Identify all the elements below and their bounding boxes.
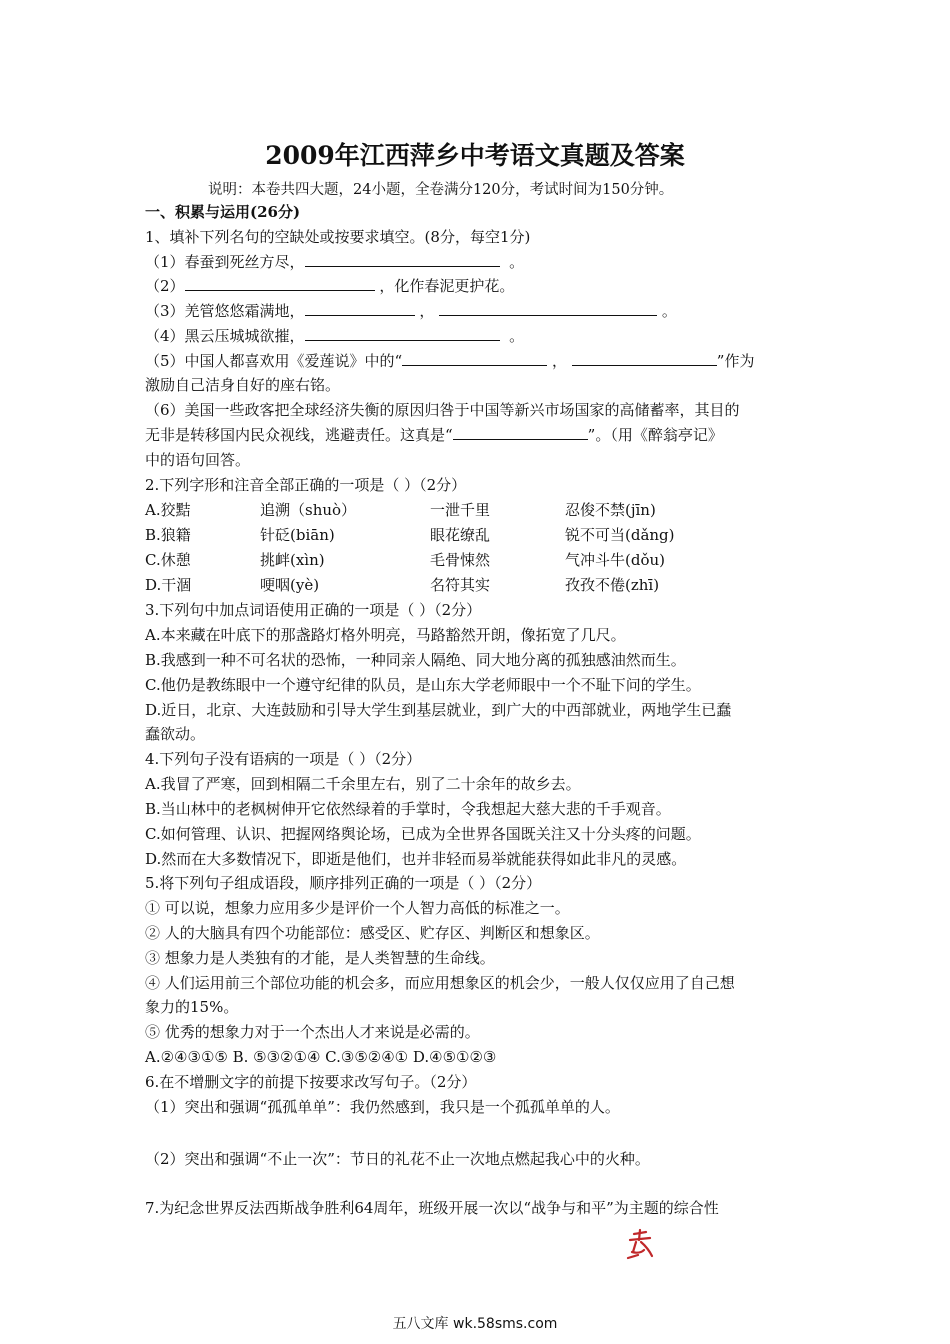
q5-sentence-4: ④ 人们运用前三个部位功能的机会多，而应用想象区的机会少，一般人仅仅应用了自己想 xyxy=(145,974,735,992)
q3-option-b: B.我感到一种不可名状的恐怖，一种同亲人隔绝、同大地分离的孤独感油然而生。 xyxy=(145,651,686,669)
q1-item-6-end: 中的语句回答。 xyxy=(145,451,251,469)
footer-watermark: 五八文库 wk.58sms.com xyxy=(392,1316,558,1332)
q5-stem: 5.将下列句子组成语段，顺序排列正确的一项是（ ）（2分） xyxy=(145,874,542,892)
red-seal-icon xyxy=(620,1228,660,1260)
q3-option-a: A.本来藏在叶底下的那盏路灯格外明亮，马路豁然开朗，像拓宽了几尺。 xyxy=(145,626,626,644)
q1-item-5-cont: 激励自己洁身自好的座右铭。 xyxy=(145,376,341,394)
q3-option-d: D.近日，北京、大连鼓励和引导大学生到基层就业，到广大的中西部就业，两地学生已蠢 xyxy=(145,701,732,719)
q2-option-d-word2: 哽咽(yè) xyxy=(260,576,320,594)
exam-instructions: 说明：本卷共四大题，24小题，全卷满分120分，考试时间为150分钟。 xyxy=(208,182,674,198)
q1-item-6: （6）美国一些政客把全球经济失衡的原因归咎于中国等新兴市场国家的高储蓄率，其目的 xyxy=(145,401,740,419)
q3-option-d-cont: 蠢欲动。 xyxy=(145,725,206,743)
q4-stem: 4.下列句子没有语病的一项是（ ）（2分） xyxy=(145,750,422,768)
q4-option-b: B.当山林中的老枫树伸开它依然绿着的手掌时，令我想起大慈大悲的千手观音。 xyxy=(145,800,671,818)
q2-option-d-word3: 名符其实 xyxy=(430,576,491,594)
answer-blank[interactable] xyxy=(439,300,657,316)
q7-stem: 7.为纪念世界反法西斯战争胜利64周年，班级开展一次以“战争与和平”为主题的综合性 xyxy=(145,1199,719,1217)
answer-blank[interactable] xyxy=(305,251,500,267)
q2-option-c-word3: 毛骨悚然 xyxy=(430,551,491,569)
q4-option-d: D.然而在大多数情况下，即逝是他们，也并非轻而易举就能获得如此非凡的灵感。 xyxy=(145,850,687,868)
q5-options: A.②④③①⑤ B. ⑤③②①④ C.③⑤②④① D.④⑤①②③ xyxy=(145,1048,497,1066)
q1-item-5: （5）中国人都喜欢用《爱莲说》中的“ ， ”作为 xyxy=(145,352,755,370)
q2-option-d-word4: 孜孜不倦(zhī) xyxy=(565,576,660,594)
answer-blank[interactable] xyxy=(305,325,500,341)
q1-item-1: （1）春蚕到死丝方尽， 。 xyxy=(145,253,525,271)
q2-stem: 2.下列字形和注音全部正确的一项是（ ）（2分） xyxy=(145,476,467,494)
q6-stem: 6.在不增删文字的前提下按要求改写句子。（2分） xyxy=(145,1073,477,1091)
q2-option-d-word1: D.干涸 xyxy=(145,576,192,594)
q5-sentence-4-cont: 象力的15%。 xyxy=(145,998,239,1016)
q2-option-a-word1: A.狡黠 xyxy=(145,501,191,519)
q2-option-b-word2: 针砭(biān) xyxy=(260,526,335,544)
q3-option-c: C.他仍是教练眼中一个遵守纪律的队员，是山东大学老师眼中一个不耻下问的学生。 xyxy=(145,676,701,694)
section-heading: 一、积累与运用(26分) xyxy=(145,203,301,221)
answer-blank[interactable] xyxy=(453,424,588,440)
q5-sentence-2: ② 人的大脑具有四个功能部位：感受区、贮存区、判断区和想象区。 xyxy=(145,924,600,942)
q1-stem: 1、填补下列名句的空缺处或按要求填空。(8分，每空1分) xyxy=(145,228,531,246)
q6-prompt-1: （1）突出和强调“孤孤单单”：我仍然感到，我只是一个孤孤单单的人。 xyxy=(145,1098,620,1116)
q2-option-a-word4: 忍俊不禁(jīn) xyxy=(565,501,656,519)
q2-option-c-word1: C.休憩 xyxy=(145,551,191,569)
q6-prompt-2: （2）突出和强调“不止一次”：节日的礼花不止一次地点燃起我心中的火种。 xyxy=(145,1150,650,1168)
q5-sentence-1: ① 可以说，想象力应用多少是评价一个人智力高低的标准之一。 xyxy=(145,899,570,917)
q2-option-a-word2: 追溯（shuò） xyxy=(260,501,357,519)
q2-option-b-word1: B.狼籍 xyxy=(145,526,191,544)
q1-item-3: （3）羌管悠悠霜满地， ， 。 xyxy=(145,302,677,320)
q2-option-a-word3: 一泄千里 xyxy=(430,501,491,519)
q1-item-2: （2） ，化作春泥更护花。 xyxy=(145,277,515,295)
q1-item-4: （4）黑云压城城欲摧， 。 xyxy=(145,327,525,345)
q2-option-b-word4: 锐不可当(dǎng) xyxy=(565,526,675,544)
answer-blank[interactable] xyxy=(572,350,717,366)
q2-option-c-word4: 气冲斗牛(dǒu) xyxy=(565,551,665,569)
answer-blank[interactable] xyxy=(402,350,547,366)
answer-blank[interactable] xyxy=(305,300,415,316)
q5-sentence-3: ③ 想象力是人类独有的才能，是人类智慧的生命线。 xyxy=(145,949,495,967)
q3-stem: 3.下列句中加点词语使用正确的一项是（ ）（2分） xyxy=(145,601,482,619)
page-title: 2009年江西萍乡中考语文真题及答案 xyxy=(265,141,685,170)
q2-option-c-word2: 挑衅(xìn) xyxy=(260,551,325,569)
answer-blank[interactable] xyxy=(185,275,375,291)
q2-option-b-word3: 眼花缭乱 xyxy=(430,526,491,544)
q5-sentence-5: ⑤ 优秀的想象力对于一个杰出人才来说是必需的。 xyxy=(145,1023,480,1041)
q1-item-6-cont: 无非是转移国内民众视线，逃避责任。这真是“ ”。（用《醉翁亭记》 xyxy=(145,426,723,444)
q4-option-c: C.如何管理、认识、把握网络舆论场，已成为全世界各国既关注又十分头疼的问题。 xyxy=(145,825,701,843)
q4-option-a: A.我冒了严寒，回到相隔二千余里左右，别了二十余年的故乡去。 xyxy=(145,775,581,793)
